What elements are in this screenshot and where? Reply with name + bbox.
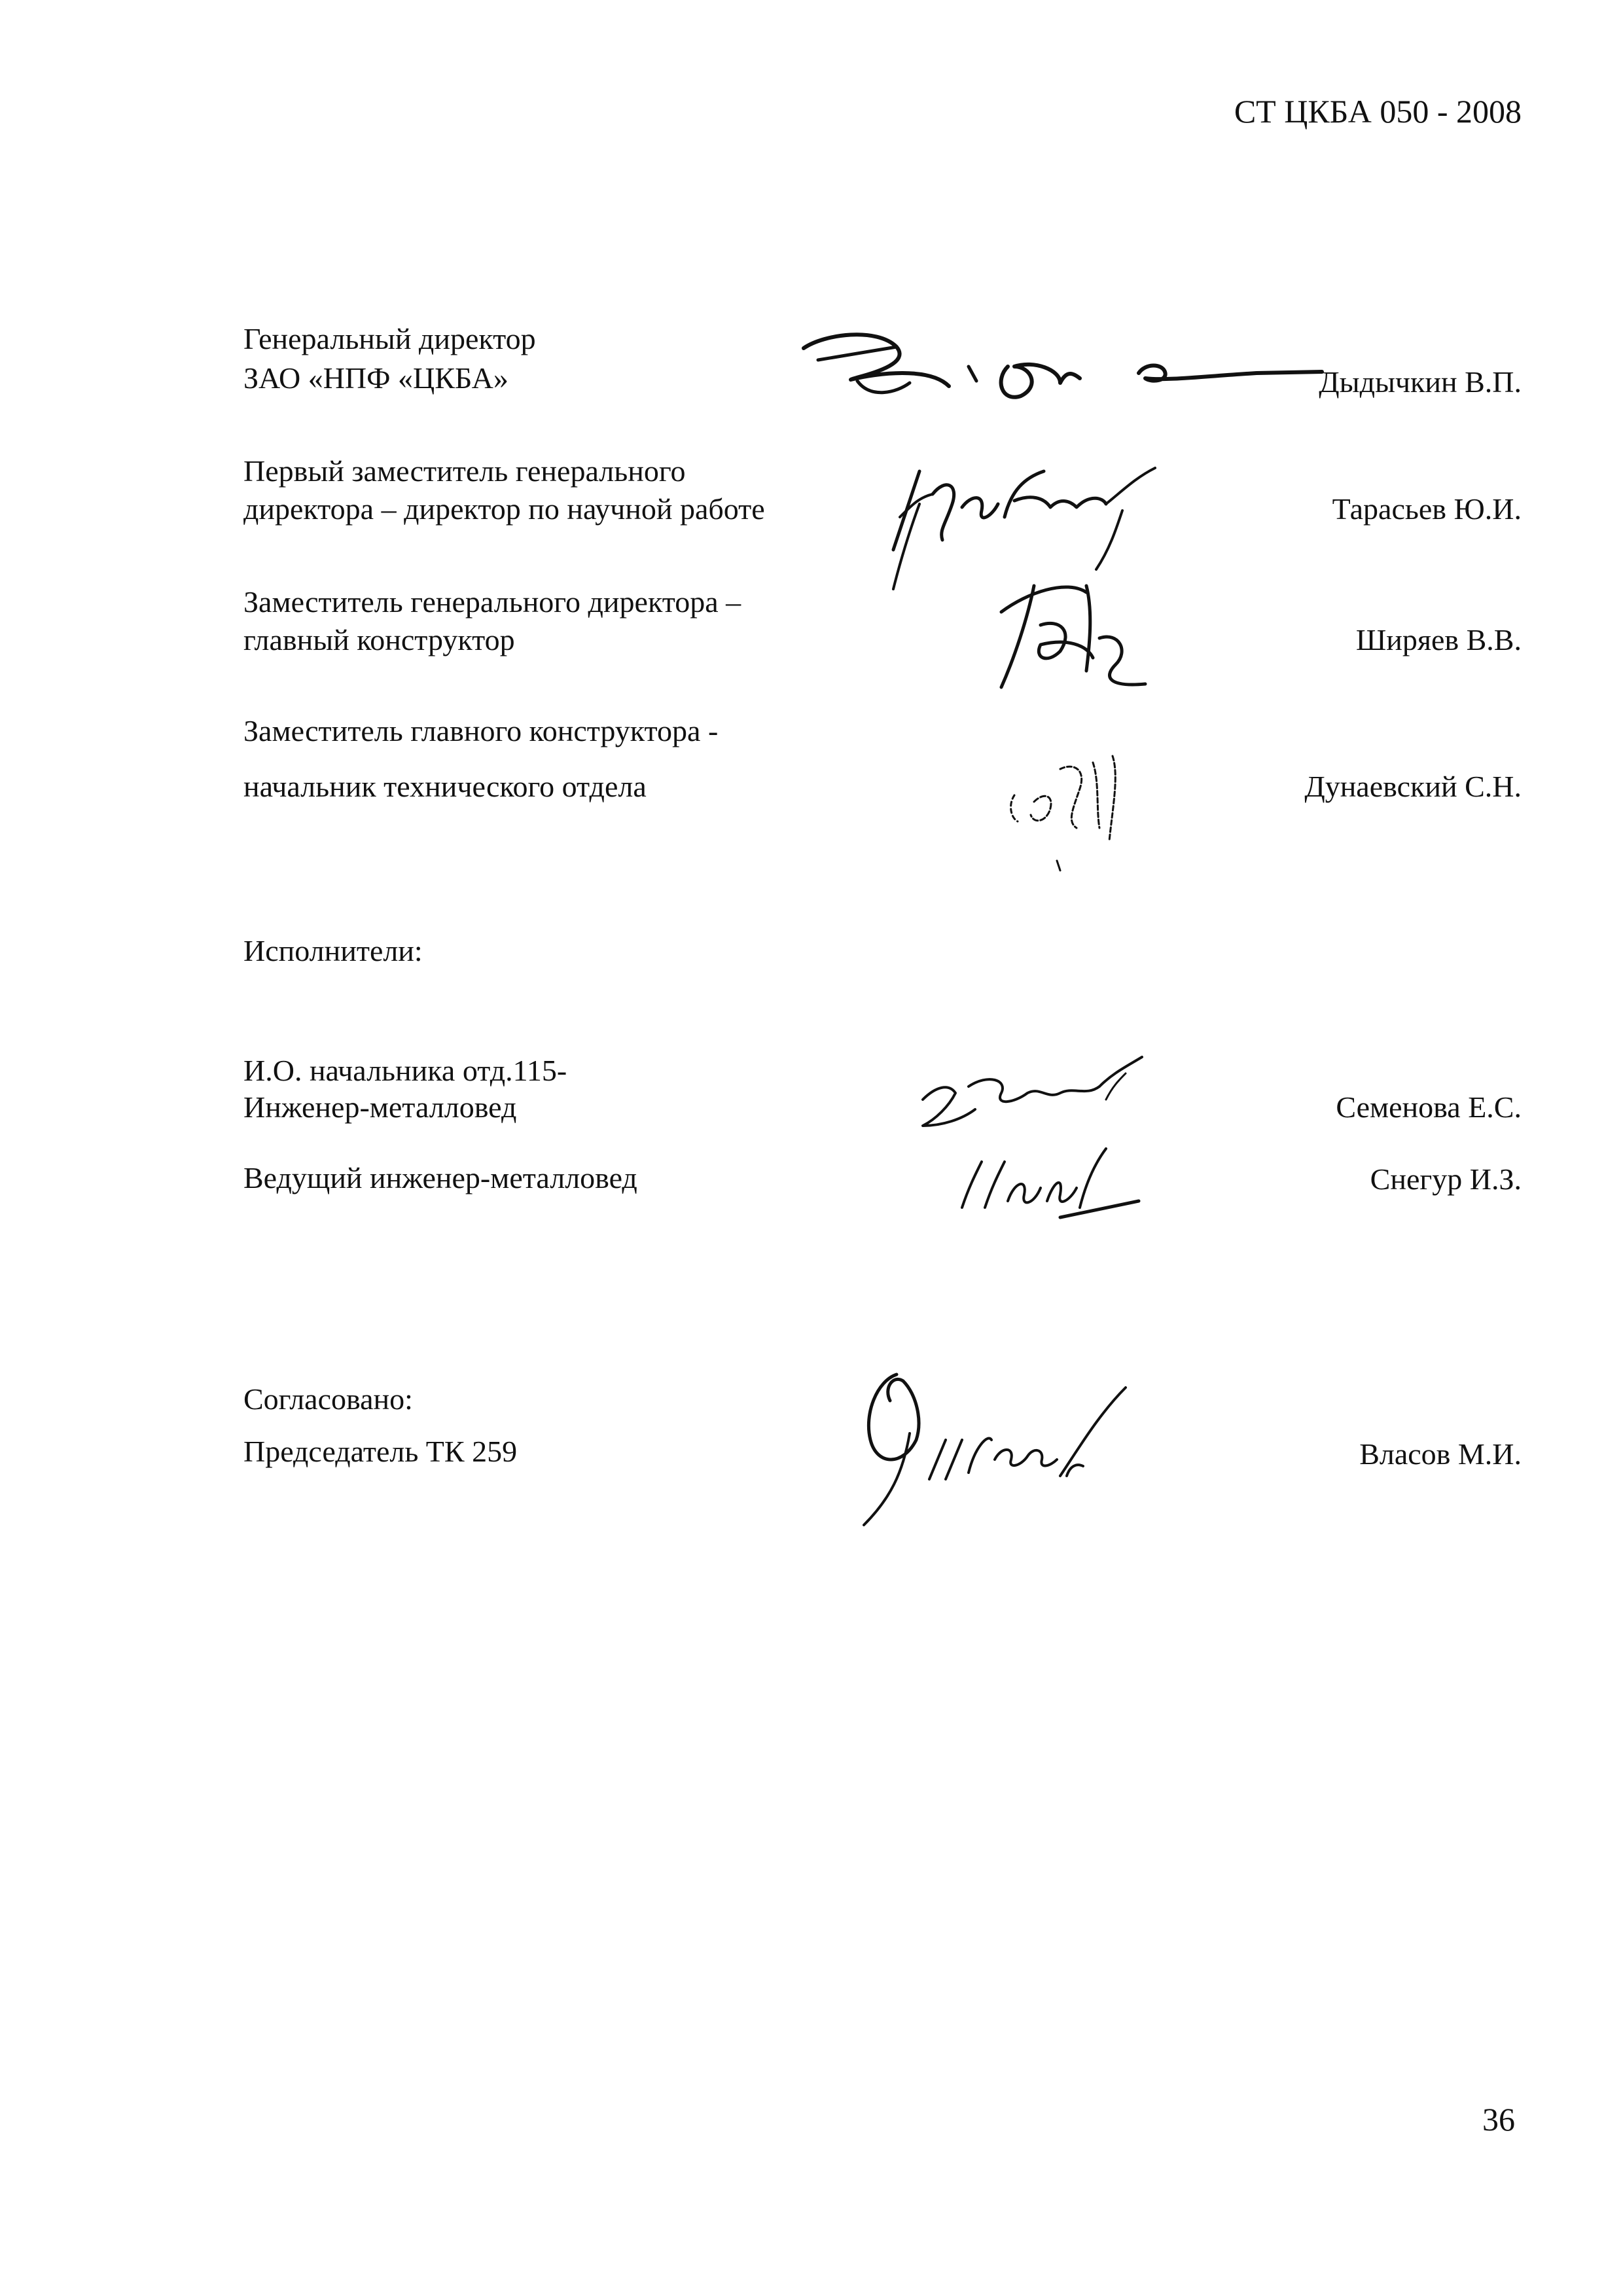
name-semenova: Семенова Е.С.	[1336, 1090, 1522, 1124]
position-first-deputy-line1: Первый заместитель генерального	[243, 454, 686, 488]
position-general-director-line1: Генеральный директор	[243, 322, 536, 355]
position-deputy-chief-designer-line1: Заместитель главного конструктора -	[243, 714, 719, 747]
agreed-heading: Согласовано:	[243, 1382, 413, 1416]
signature-snegur	[949, 1136, 1145, 1227]
name-tarasyev: Тарасьев Ю.И.	[1332, 492, 1522, 526]
signature-shiryaev	[988, 566, 1158, 697]
signature-vlasov	[838, 1361, 1145, 1532]
position-first-deputy-line2: директора – директор по научной работе	[243, 492, 765, 526]
name-vlasov: Власов М.И.	[1359, 1437, 1522, 1471]
name-snegur: Снегур И.З.	[1370, 1162, 1522, 1196]
signature-dunaevsky	[988, 730, 1158, 874]
position-lead-engineer-line1: Ведущий инженер-металловед	[243, 1161, 637, 1194]
position-deputy-chief-designer-line2: начальник технического отдела	[243, 770, 647, 803]
position-dept-head-line2: Инженер-металловед	[243, 1090, 517, 1124]
executors-heading: Исполнители:	[243, 934, 423, 967]
signature-semenova	[910, 1047, 1158, 1139]
position-dept-head-line1: И.О. начальника отд.115-	[243, 1054, 567, 1087]
position-tk-chair: Председатель ТК 259	[243, 1435, 518, 1468]
name-shiryaev: Ширяев В.В.	[1355, 623, 1522, 656]
standard-code: СТ ЦКБА 050 - 2008	[1234, 93, 1522, 130]
position-deputy-general-line1: Заместитель генерального директора –	[243, 585, 741, 619]
page-number: 36	[1482, 2101, 1515, 2138]
name-dydychkin: Дыдычкин В.П.	[1319, 365, 1522, 399]
position-deputy-general-line2: главный конструктор	[243, 623, 515, 656]
name-dunaevsky: Дунаевский С.Н.	[1304, 770, 1522, 803]
signature-dydychkin	[798, 321, 1335, 412]
position-general-director-line2: ЗАО «НПФ «ЦКБА»	[243, 361, 508, 395]
